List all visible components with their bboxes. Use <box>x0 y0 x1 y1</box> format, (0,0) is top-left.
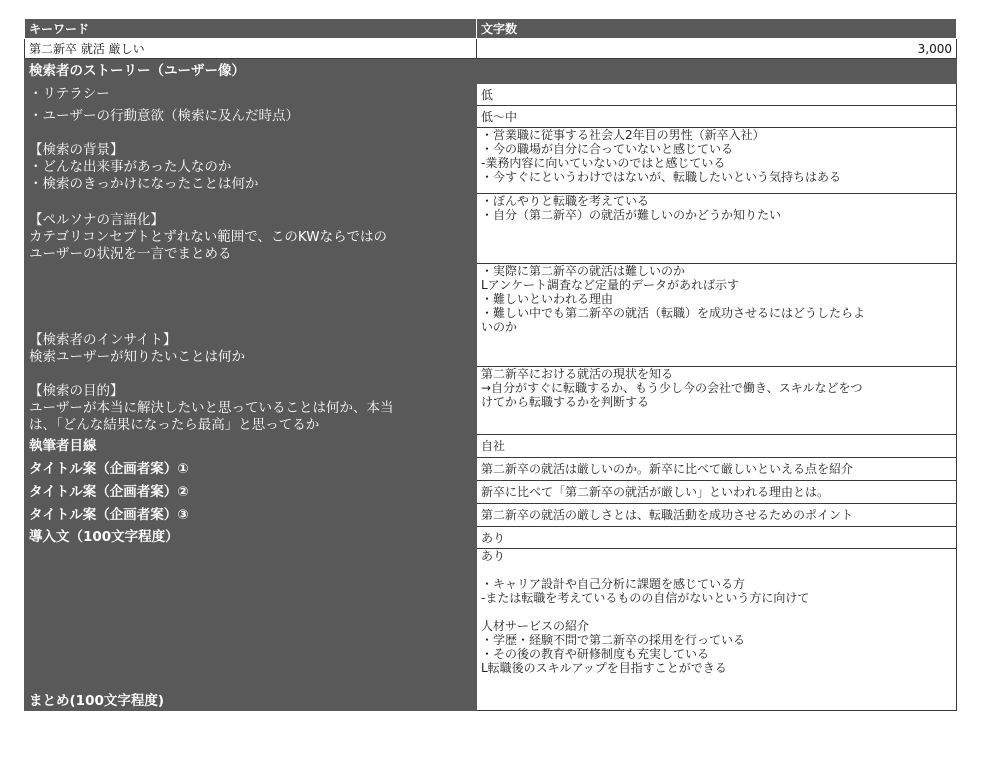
value-line: ・キャリア設計や自己分析に課題を感じている方 <box>481 577 746 591</box>
value-line: 低～中 <box>481 109 518 124</box>
section-value-story[interactable] <box>477 59 957 84</box>
table-row <box>25 458 957 481</box>
row-value-literacy[interactable] <box>477 84 957 106</box>
row-value-insight[interactable] <box>477 264 957 367</box>
value-line: ・ぼんやりと転職を考えている <box>481 194 650 208</box>
table-row <box>25 264 957 367</box>
label-line: ・ユーザーの行動意欲（検索に及んだ時点） <box>29 108 299 124</box>
row-label-insight[interactable] <box>25 264 477 367</box>
keyword-row <box>25 39 957 59</box>
row-value-title-2[interactable] <box>477 481 957 504</box>
label-line: タイトル案（企画者案）② <box>29 483 189 500</box>
label-line: まとめ(100文字程度) <box>29 693 165 709</box>
row-value-purpose[interactable] <box>477 367 957 435</box>
table-row <box>25 504 957 527</box>
value-line: ・学歴・経験不問で第二新卒の採用を行っている <box>481 633 746 647</box>
row-label-intro[interactable] <box>25 527 477 549</box>
table-row <box>25 435 957 458</box>
label-line: 【ペルソナの言語化】 <box>29 212 164 228</box>
char-count-cell[interactable]: 3,000 <box>477 39 957 59</box>
row-label-title-1[interactable] <box>25 458 477 481</box>
value-line: -または転職を考えているものの自信がないという方に向けて <box>481 591 810 605</box>
value-line: ・今の職場が自分に合っていないと感じている <box>481 142 734 156</box>
value-line: 第二新卒の就活の厳しさとは、転職活動を成功させるためのポイント <box>481 508 854 522</box>
row-value-title-3[interactable] <box>477 504 957 527</box>
label-line: 執筆者目線 <box>29 437 97 454</box>
keyword-cell[interactable]: 第二新卒 就活 厳しい <box>25 39 477 59</box>
label-line: ・リテラシー <box>29 86 110 102</box>
table-row <box>25 549 957 711</box>
table-row <box>25 481 957 504</box>
value-line: ・今すぐにというわけではないが、転職したいという気持ちはある <box>481 170 842 184</box>
label-line: 検索ユーザーが知りたいことは何か <box>29 349 245 365</box>
value-line: いのか <box>481 320 518 334</box>
table-row <box>25 367 957 435</box>
value-line: →自分がすぐに転職するか、もう少し今の会社で働き、スキルなどをつ <box>481 381 863 395</box>
row-label-purpose[interactable] <box>25 367 477 435</box>
row-label-title-2[interactable] <box>25 481 477 504</box>
chars-column-header[interactable]: 文字数 <box>477 19 957 39</box>
row-value-background[interactable] <box>477 128 957 194</box>
row-value-writer-view[interactable] <box>477 435 957 458</box>
value-line: 低 <box>481 87 494 102</box>
table-row <box>25 194 957 264</box>
row-label-title-3[interactable] <box>25 504 477 527</box>
row-label-persona[interactable] <box>25 194 477 264</box>
value-line: ・難しい中でも第二新卒の就活（転職）を成功させるにはどうしたらよ <box>481 306 866 320</box>
table-row <box>25 59 957 84</box>
row-value-title-1[interactable] <box>477 458 957 481</box>
value-line: 第二新卒の就活は厳しいのか。新卒に比べて厳しいといえる点を紹介 <box>481 462 854 476</box>
header-row <box>25 19 957 39</box>
value-line: ・自分（第二新卒）の就活が難しいのかどうか知りたい <box>481 208 782 222</box>
planning-sheet-table <box>24 18 957 711</box>
row-value-motivation[interactable] <box>477 106 957 128</box>
value-line: ・営業職に従事する社会人2年目の男性（新卒入社） <box>481 128 765 142</box>
label-line: カテゴリコンセプトとずれない範囲で、このKWならではの <box>29 229 388 245</box>
value-line: L転職後のスキルアップを目指すことができる <box>481 661 727 675</box>
table-row <box>25 84 957 106</box>
label-line: ユーザーが本当に解決したいと思っていることは何か、本当 <box>29 400 394 416</box>
keyword-column-header[interactable]: キーワード <box>25 19 477 39</box>
value-line: -業務内容に向いていないのではと感じている <box>481 156 726 170</box>
value-line: Lアンケート調査など定量的データがあれば示す <box>481 278 739 292</box>
table-row <box>25 527 957 549</box>
row-label-literacy[interactable] <box>25 84 477 106</box>
table-row <box>25 128 957 194</box>
value-line: 新卒に比べて「第二新卒の就活が厳しい」といわれる理由とは。 <box>481 485 830 499</box>
label-line: 検索者のストーリー（ユーザー像） <box>29 62 245 79</box>
row-label-motivation[interactable] <box>25 106 477 128</box>
value-line: あり <box>481 549 506 563</box>
section-label-story[interactable] <box>25 59 477 84</box>
value-line: けてから転職するかを判断する <box>481 395 650 409</box>
table-row <box>25 106 957 128</box>
label-line: 導入文（100文字程度） <box>29 529 179 545</box>
value-line: 人材サービスの紹介 <box>481 619 590 633</box>
blank-line <box>481 563 952 577</box>
row-label-summary[interactable] <box>25 549 477 711</box>
value-line: 第二新卒における就活の現状を知る <box>481 367 674 381</box>
blank-line <box>481 605 952 619</box>
label-line: 【検索の背景】 <box>29 142 124 158</box>
label-line: タイトル案（企画者案）① <box>29 460 189 477</box>
row-label-background[interactable] <box>25 128 477 194</box>
label-line: ユーザーの状況を一言でまとめる <box>29 246 232 262</box>
row-label-writer-view[interactable] <box>25 435 477 458</box>
value-line: あり <box>481 530 506 545</box>
label-line: 【検索者のインサイト】 <box>29 332 177 348</box>
label-line: ・どんな出来事があった人なのか <box>29 159 232 175</box>
label-line: 【検索の目的】 <box>29 383 124 399</box>
value-line: ・その後の教育や研修制度も充実している <box>481 647 710 661</box>
row-value-intro[interactable] <box>477 527 957 549</box>
row-value-persona[interactable] <box>477 194 957 264</box>
label-line: タイトル案（企画者案）③ <box>29 506 189 523</box>
value-line: ・難しいといわれる理由 <box>481 292 614 306</box>
value-line: 自社 <box>481 439 506 453</box>
label-line: ・検索のきっかけになったことは何か <box>29 176 259 192</box>
label-line: は、「どんな結果になったら最高」と思ってるか <box>29 417 320 433</box>
row-value-summary[interactable] <box>477 549 957 711</box>
value-line: ・実際に第二新卒の就活は難しいのか <box>481 264 686 278</box>
